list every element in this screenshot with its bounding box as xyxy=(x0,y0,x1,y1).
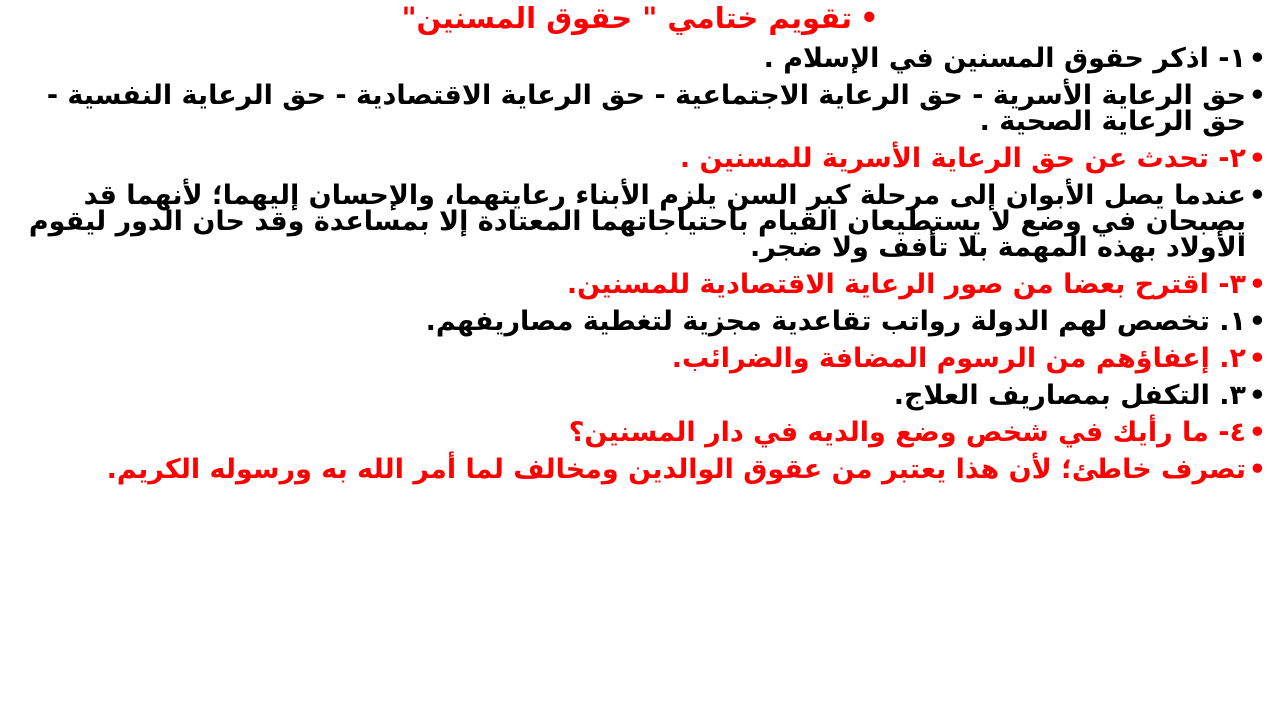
question-4: ٤- ما رأيك في شخص وضع والديه في دار المسنين؟ xyxy=(568,417,1246,448)
bullet-icon: • xyxy=(1248,380,1266,411)
bullet-icon: • xyxy=(1248,143,1266,174)
list-item xyxy=(22,269,1266,300)
bullet-icon: • xyxy=(860,1,879,35)
question-2: ٢- تحدث عن حق الرعاية الأسرية للمسنين . xyxy=(679,143,1246,174)
list-item xyxy=(22,143,1266,174)
list-item xyxy=(22,343,1266,374)
list-item xyxy=(22,417,1266,448)
answer-4: تصرف خاطئ؛ لأن هذا يعتبر من عقوق الوالدين ومخالف لما أمر الله به ورسوله الكريم. xyxy=(106,454,1246,485)
bullet-icon: • xyxy=(1248,269,1266,300)
slide-title xyxy=(0,0,1280,36)
bullet-icon: • xyxy=(1248,306,1266,337)
list-item xyxy=(22,180,1266,263)
answer-2: عندما يصل الأبوان إلى مرحلة كبر السن يلزم الأبناء رعايتهما، والإحسان إليهما؛ لأنهما قد يصبحان في وضع لا يستطيعان القيام باحتياجاتهما المعتادة إلا بمساعدة وقد حان الدور ليقوم الأولاد بهذه المهمة بلا تأفف ولا ضجر. xyxy=(28,180,1246,263)
list-item xyxy=(22,454,1266,485)
bullet-icon: • xyxy=(1248,454,1266,485)
answer-3-point-2: ٢. إعفاؤهم من الرسوم المضافة والضرائب. xyxy=(671,343,1246,374)
list-item xyxy=(22,43,1266,74)
bullet-icon: • xyxy=(1248,417,1266,448)
question-3: ٣- اقترح بعضا من صور الرعاية الاقتصادية للمسنين. xyxy=(566,269,1246,300)
answer-3-point-1: ١. تخصص لهم الدولة رواتب تقاعدية مجزية لتغطية مصاريفهم. xyxy=(425,306,1246,337)
bullet-icon: • xyxy=(1248,43,1266,74)
question-1: ١- اذكر حقوق المسنين في الإسلام . xyxy=(763,43,1246,74)
title-text: تقويم ختامي " حقوق المسنين" xyxy=(401,1,852,35)
list-item xyxy=(22,380,1266,411)
bullet-icon: • xyxy=(1248,343,1266,374)
answer-1: حق الرعاية الأسرية - حق الرعاية الاجتماعية - حق الرعاية الاقتصادية - حق الرعاية النفسية - حق الرعاية الصحية . xyxy=(46,80,1246,137)
content-list xyxy=(22,43,1266,494)
bullet-icon: • xyxy=(1248,180,1266,211)
list-item xyxy=(22,80,1266,137)
bullet-icon: • xyxy=(1248,80,1266,111)
list-item xyxy=(22,306,1266,337)
answer-3-point-3: ٣. التكفل بمصاريف العلاج. xyxy=(893,380,1246,411)
